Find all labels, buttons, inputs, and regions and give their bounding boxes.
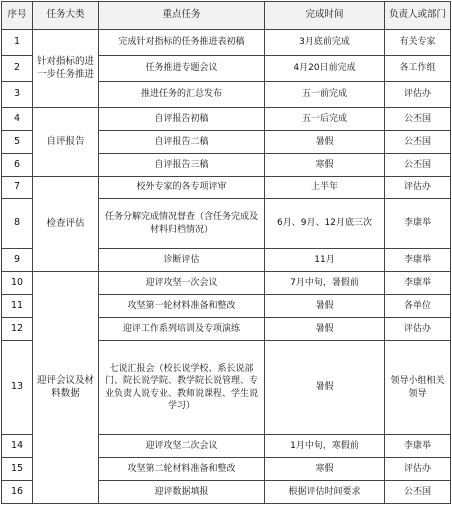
- owner-cell: 各工作组: [385, 56, 451, 82]
- owner-cell: 李康举: [385, 272, 451, 295]
- task-cell: 攻坚第一轮材料准备和整改: [99, 295, 265, 318]
- time-cell: 1月中旬，寒假前: [265, 435, 385, 458]
- time-cell: 6月、9月、12月底三次: [265, 199, 385, 249]
- time-cell: 暑假: [265, 341, 385, 435]
- time-cell: 寒假: [265, 458, 385, 481]
- task-cell: 迎评攻坚二次会议: [99, 435, 265, 458]
- header-owner: 负责人或部门: [385, 2, 451, 30]
- time-cell: 暑假: [265, 295, 385, 318]
- row-index: 15: [2, 458, 33, 481]
- owner-cell: 评估办: [385, 318, 451, 341]
- task-cell: 攻坚第二轮材料准备和整改: [99, 458, 265, 481]
- table-row: [2, 272, 451, 295]
- owner-cell: 公丕国: [385, 131, 451, 154]
- header-index: 序号: [2, 2, 33, 30]
- header-row: [2, 2, 451, 30]
- row-index: 6: [2, 154, 33, 177]
- row-index: 16: [2, 481, 33, 504]
- task-cell: 任务分解完成情况督查（含任务完成及材料归档情况）: [99, 199, 265, 249]
- time-cell: 五一后完成: [265, 108, 385, 131]
- row-index: 7: [2, 177, 33, 199]
- owner-cell: 评估办: [385, 458, 451, 481]
- task-cell: 自评报告二稿: [99, 131, 265, 154]
- task-cell: 自评报告三稿: [99, 154, 265, 177]
- task-cell: 迎评工作系列培训及专项演练: [99, 318, 265, 341]
- time-cell: 根据评估时间要求: [265, 481, 385, 504]
- row-index: 12: [2, 318, 33, 341]
- task-cell: 校外专家的各专项评审: [99, 177, 265, 199]
- header-time: 完成时间: [265, 2, 385, 30]
- owner-cell: 领导小组相关领导: [385, 341, 451, 435]
- category-cell: 检查评估: [33, 177, 99, 272]
- row-index: 2: [2, 56, 33, 82]
- row-index: 14: [2, 435, 33, 458]
- time-cell: 暑假: [265, 318, 385, 341]
- time-cell: 7月中旬，暑假前: [265, 272, 385, 295]
- category-cell: 自评报告: [33, 108, 99, 177]
- time-cell: 上半年: [265, 177, 385, 199]
- owner-cell: 李康举: [385, 435, 451, 458]
- owner-cell: 有关专家: [385, 30, 451, 56]
- owner-cell: 公丕国: [385, 481, 451, 504]
- row-index: 10: [2, 272, 33, 295]
- time-cell: 寒假: [265, 154, 385, 177]
- owner-cell: 李康举: [385, 199, 451, 249]
- row-index: 13: [2, 341, 33, 435]
- header-task: 重点任务: [99, 2, 265, 30]
- row-index: 4: [2, 108, 33, 131]
- time-cell: 3月底前完成: [265, 30, 385, 56]
- owner-cell: 评估办: [385, 177, 451, 199]
- row-index: 8: [2, 199, 33, 249]
- schedule-table: [1, 1, 451, 504]
- task-cell: 完成针对指标的任务推进表初稿: [99, 30, 265, 56]
- category-cell: 迎评会议及材料数据: [33, 272, 99, 504]
- header-category: 任务大类: [33, 2, 99, 30]
- time-cell: 暑假: [265, 131, 385, 154]
- row-index: 3: [2, 82, 33, 108]
- row-index: 5: [2, 131, 33, 154]
- owner-cell: 李康举: [385, 249, 451, 272]
- owner-cell: 公丕国: [385, 108, 451, 131]
- task-cell: 诊断评估: [99, 249, 265, 272]
- row-index: 11: [2, 295, 33, 318]
- owner-cell: 公丕国: [385, 154, 451, 177]
- time-cell: 11月: [265, 249, 385, 272]
- table-row: [2, 177, 451, 199]
- table-row: [2, 108, 451, 131]
- time-cell: 4月20日前完成: [265, 56, 385, 82]
- owner-cell: 各单位: [385, 295, 451, 318]
- task-cell: 任务推进专题会议: [99, 56, 265, 82]
- row-index: 1: [2, 30, 33, 56]
- time-cell: 五一前完成: [265, 82, 385, 108]
- task-cell: 推进任务的汇总发布: [99, 82, 265, 108]
- row-index: 9: [2, 249, 33, 272]
- category-cell: 针对指标的进一步任务推进: [33, 30, 99, 108]
- task-cell: 七说汇报会（校长说学校、系长说部门、院长说学院、教学院长说管理、专业负责人说专业、教师说课程、学生说学习）: [99, 341, 265, 435]
- task-cell: 自评报告初稿: [99, 108, 265, 131]
- task-cell: 迎评数据填报: [99, 481, 265, 504]
- table-row: [2, 30, 451, 56]
- owner-cell: 评估办: [385, 82, 451, 108]
- task-cell: 迎评攻坚一次会议: [99, 272, 265, 295]
